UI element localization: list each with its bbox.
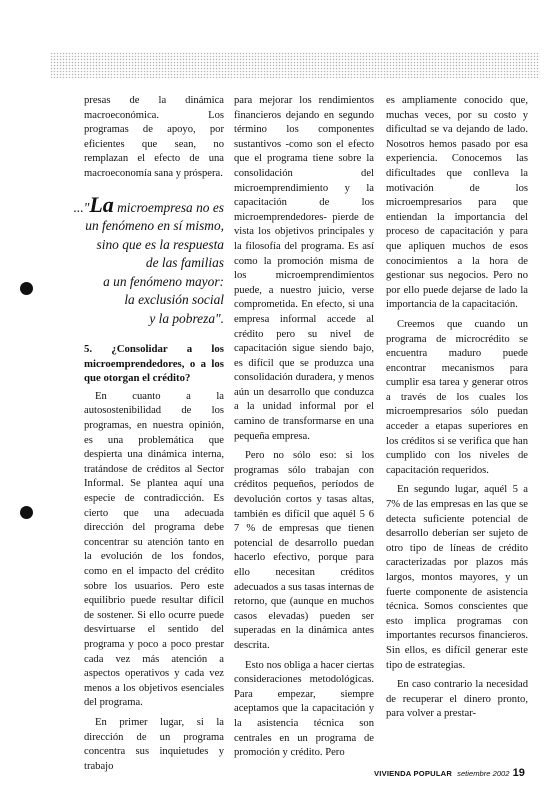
- section-heading: 5. ¿Consolidar a los microemprendedores, o a los que otorgan el crédito?: [84, 343, 224, 385]
- quote-line: a un fenómeno mayor:: [103, 273, 224, 289]
- left-margin-bullet-icon: [20, 282, 33, 295]
- quote-line: sino que es la respuesta: [96, 236, 224, 252]
- paragraph: para mejorar los rendimientos financieros dejando en segundo término los componentes sustantivos -como son el efecto que el programa tiene sobre la consolidación del microemprendimiento y la capacitación de los microemprendedores- pierde de vista los objetivos principales y la filosofía del programa. Es así como la promoción misma de los microemprendimientos puede, a nuestro juicio, verse comprometida. En efecto, si una empresa informal accede al crédito pero su nivel de capacitación sigue siendo bajo, es difícil que se produzca una consolidación duradera, y menos aún un desarrollo que conduzca a la unidad informal por el camino de transformarse en una pequeña empresa.: [234, 95, 374, 442]
- column-2: [234, 94, 374, 761]
- decorative-dot-band: [50, 52, 540, 78]
- paragraph: En caso contrario la necesidad de recuperar el dinero pronto, para volver a prestar-: [386, 679, 528, 720]
- pull-quote: [50, 191, 224, 329]
- paragraph: es ampliamente conocido que, muchas veces, por su costo y dificultad se va dejando de lado. Nosotros hemos pasado por esa experiencia. Conocemos las dificultades que conlleva la motivación de los microempresarios para que entiendan la importancia del proceso de capacitación y para que apliquen muchos de esos conocimientos a la hora de gestionar sus negocios. Pero no por ello puede dejarse de lado la importancia de la capacitación.: [386, 95, 528, 311]
- paragraph: presas de la dinámica macroeconómica. Los programas de apoyo, por eficientes que sean, no remplazan el efecto de una macroeconomía sana y próspera.: [84, 95, 224, 179]
- paragraph: Esto nos obliga a hacer ciertas consideraciones metodológicas. Para empezar, siempre aceptamos que la capacitación y la asistencia técnica son centrales en un programa de promoción y crédito. Pero: [234, 659, 374, 759]
- paragraph: En cuanto a la autosostenibilidad de los programas, en nuestra opinión, es una problemática que despierta una dinámica interna, tratándose de créditos al Sector Informal. Se plantea aquí una especie de contradicción. Es cierto que una adecuada dirección del programa debe concentrar su atención tanto en la evolución de los fondos, como en el impacto del crédito sobre los usuarios. Pero este equilibrio puede resultar difícil de sostener. Si ello ocurre puede desvirtuarse el sentido del programa y poco a poco prestar cada vez más atención a aspectos operativos y cada vez menos a los objetivos esenciales del programa.: [84, 390, 224, 709]
- left-margin-bullet-icon: [20, 506, 33, 519]
- paragraph: Creemos que cuando un programa de microcrédito se encuentra maduro puede encontrar mecanismos para cumplir esa tarea y generar otros a través de los cuales los microempresarios sólo puedan acceder a etapas superiores en los créditos si se verifica que han cumplido con los niveles de capacitación requeridos.: [386, 318, 528, 476]
- column-1: [73, 94, 224, 774]
- quote-line: la exclusión social: [124, 292, 224, 308]
- quote-line: de las familias: [145, 255, 224, 271]
- column-3: [386, 94, 528, 722]
- page-footer: [374, 767, 525, 779]
- quote-line: y la pobreza".: [149, 310, 224, 326]
- quote-open: ...": [73, 199, 90, 215]
- quote-line: microempresa no es: [113, 199, 224, 215]
- paragraph: Pero no sólo eso: si los programas sólo trabajan con créditos pequeños, períodos de devolución cortos y tasas altas, también es difícil que aquél 5 6 7 % de empresas que tienen potencial de desarrollo puedan hacerlo efectivo, porque para ello necesitan créditos adecuados a sus tasas internas de retorno, que (aunque en muchos casos elevadas) pueden ser superadas en la dinámica antes descrita.: [234, 450, 374, 651]
- issue-date: setiembre 2002: [457, 769, 510, 778]
- paragraph: En primer lugar, si la dirección de un programa concentra sus inquietudes y trabajo: [84, 716, 224, 772]
- publication-name: VIVIENDA POPULAR: [374, 769, 453, 778]
- quote-initial: La: [89, 191, 114, 217]
- page-number: 19: [512, 767, 525, 779]
- quote-line: un fenómeno en sí mismo,: [85, 218, 224, 234]
- paragraph: En segundo lugar, aquél 5 a 7% de las empresas en las que se detecta suficiente potencial de desarrollo deberían ser sujeto de otro tipo de líneas de crédito caracterizadas por plazos más largos, montos mayores, y un fuerte componente de asistencia técnica. Somos conscientes que esto implica programas con importantes recursos financieros. Sin ellos, es difícil generar este tipo de estrategias.: [386, 484, 528, 671]
